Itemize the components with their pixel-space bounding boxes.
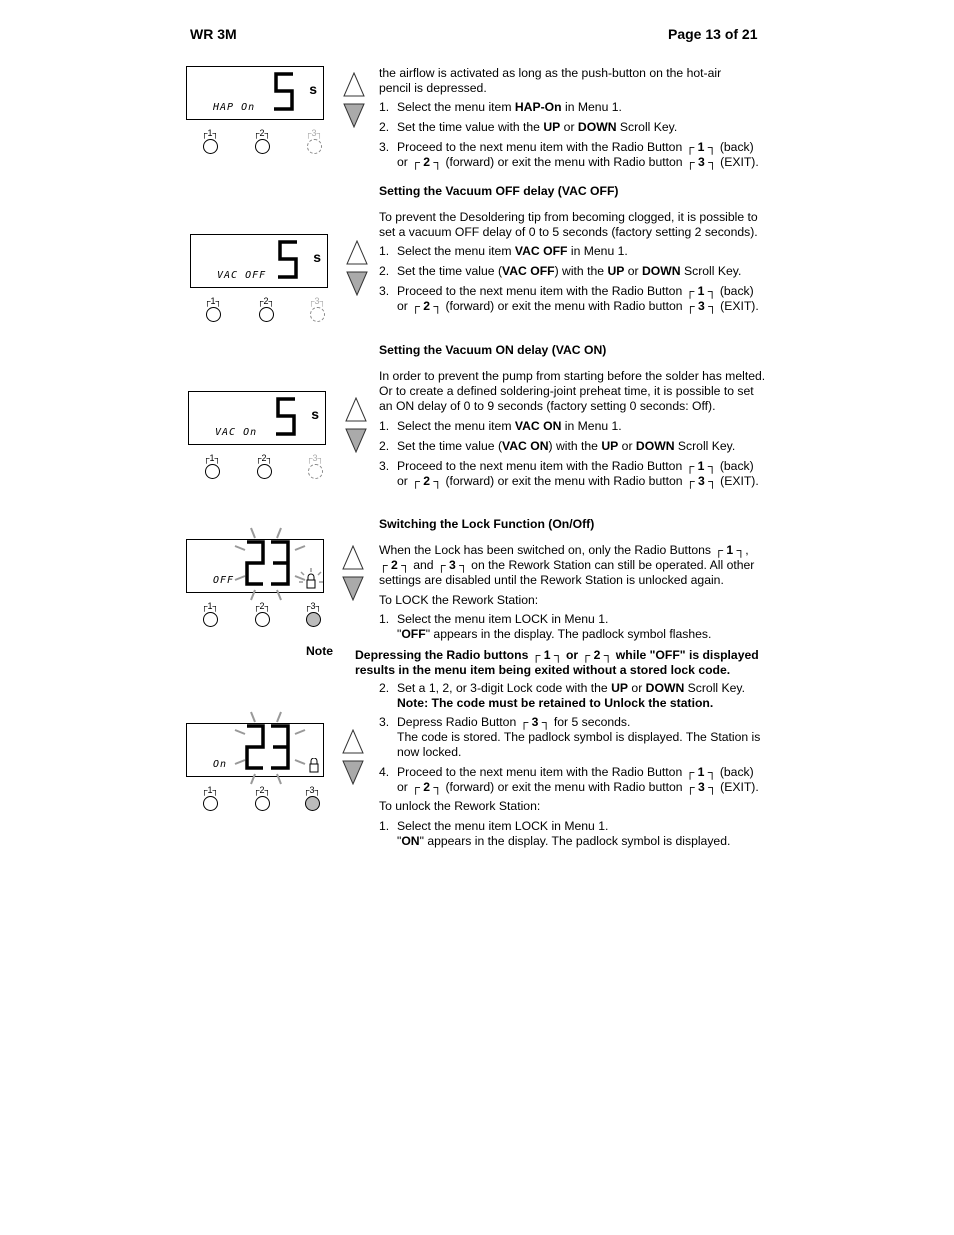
up-arrow-icon[interactable] [345, 397, 367, 423]
unit-label: s [309, 81, 317, 97]
lcd-display-lock-off [186, 539, 324, 593]
note-text: Depressing the Radio buttons ┌ 1 ┐ or ┌ 2 ┐ while "OFF" is displayed results in the menu item being exited without a stored lock code. [355, 648, 759, 677]
radio-button-2[interactable]: ┌2┐ [254, 296, 278, 322]
list-item: 4. Proceed to the next menu item with the Radio Button ┌ 1 ┐ (back) or ┌ 2 ┐ (forward) or exit the menu with Radio button ┌ 3 ┐ (EXIT). [379, 765, 759, 794]
radio-buttons-group [201, 296, 341, 326]
down-arrow-icon[interactable] [345, 427, 367, 453]
paragraph: In order to prevent the pump from starting before the solder has melted. Or to create a defined soldering-joint preheat time, it is possible to set an ON delay of 0 to 9 seconds (factory setting 0 seconds: Off). [379, 369, 766, 413]
section-heading: Setting the Vacuum OFF delay (VAC OFF) [379, 184, 619, 198]
lcd-display-vac-off [190, 234, 328, 288]
radio-buttons-group [200, 453, 340, 483]
list-item: 1. Select the menu item VAC OFF in Menu 1. [379, 244, 628, 258]
radio-button-2[interactable]: ┌2┐ [250, 128, 274, 154]
list-item: 3. Proceed to the next menu item with the Radio Button ┌ 1 ┐ (back) or ┌ 2 ┐ (forward) or exit the menu with Radio button ┌ 3 ┐ (EXIT). [379, 459, 759, 488]
lcd-menu-label: On [213, 759, 228, 770]
radio-button-1[interactable]: ┌1┐ [198, 128, 222, 154]
down-arrow-icon[interactable] [342, 759, 364, 785]
up-arrow-icon[interactable] [342, 729, 364, 755]
list-item: 1. Select the menu item LOCK in Menu 1. "OFF" appears in the display. The padlock symbol flashes. [379, 612, 712, 641]
paragraph: To prevent the Desoldering tip from becoming clogged, it is possible to set a vacuum OFF delay of 0 to 5 seconds (factory setting 2 seconds). [379, 210, 758, 239]
radio-button-2[interactable]: ┌2┐ [250, 785, 274, 811]
scroll-keys [346, 240, 368, 296]
list-item: 1. Select the menu item HAP-On in Menu 1. [379, 100, 622, 114]
paragraph: To LOCK the Rework Station: [379, 593, 539, 607]
lcd-menu-label: VAC OFF [217, 270, 267, 281]
lcd-menu-label: HAP On [213, 102, 256, 113]
scroll-keys [342, 729, 364, 785]
lcd-menu-label: VAC On [215, 427, 258, 438]
radio-button-1[interactable]: ┌1┐ [198, 601, 222, 627]
seven-seg-digit-5 [271, 71, 297, 113]
up-arrow-icon[interactable] [342, 545, 364, 571]
list-item: 1. Select the menu item LOCK in Menu 1. "ON" appears in the display. The padlock symbol is displayed. [379, 819, 731, 848]
list-item: 3. Depress Radio Button ┌ 3 ┐ for 5 seconds. The code is stored. The padlock symbol is displayed. The Station is now locked. [379, 715, 761, 759]
lock-section [379, 517, 769, 642]
unit-label: s [311, 406, 319, 422]
radio-button-1[interactable]: ┌1┐ [198, 785, 222, 811]
radio-button-3[interactable]: ┌3┐ [300, 785, 324, 811]
vac-on-section [379, 343, 769, 489]
radio-button-3[interactable]: ┌3┐ [301, 601, 325, 627]
list-item: 2. Set a 1, 2, or 3-digit Lock code with the UP or DOWN Scroll Key. Note: The code must be retained to Unlock the station. [379, 681, 745, 710]
radio-button-2[interactable]: ┌2┐ [252, 453, 276, 479]
scroll-keys [342, 545, 364, 601]
up-arrow-icon[interactable] [343, 72, 365, 98]
lcd-menu-label: OFF [213, 575, 235, 586]
flashing-digits-23 [227, 710, 317, 788]
section-heading: Setting the Vacuum ON delay (VAC ON) [379, 343, 607, 357]
lcd-display-lock-on [186, 723, 324, 777]
paragraph: When the Lock has been switched on, only the Radio Buttons ┌ 1 ┐, ┌ 2 ┐ and ┌ 3 ┐ on the Rework Station can still be operated. All other settings are disabled until the Rework Station is unlocked again. [379, 543, 755, 587]
padlock-flashing-icon [299, 568, 323, 592]
scroll-keys [343, 72, 365, 128]
radio-button-3[interactable]: ┌3┐ [302, 128, 326, 154]
radio-button-3[interactable]: ┌3┐ [305, 296, 329, 322]
flashing-digits-23 [227, 526, 317, 604]
paragraph: To unlock the Rework Station: [379, 799, 541, 813]
list-item: 3. Proceed to the next menu item with the Radio Button ┌ 1 ┐ (back) or ┌ 2 ┐ (forward) or exit the menu with Radio button ┌ 3 ┐ (EXIT). [379, 284, 759, 313]
padlock-icon [307, 758, 321, 774]
lcd-display-hap [186, 66, 324, 120]
down-arrow-icon[interactable] [346, 270, 368, 296]
down-arrow-icon[interactable] [342, 575, 364, 601]
radio-button-2[interactable]: ┌2┐ [250, 601, 274, 627]
radio-button-1[interactable]: ┌1┐ [201, 296, 225, 322]
doc-id: WR 3M [190, 26, 237, 42]
intro-line: the airflow is activated as long as the push-button on the hot-air [379, 66, 722, 80]
radio-button-3[interactable]: ┌3┐ [303, 453, 327, 479]
list-item: 1. Select the menu item VAC ON in Menu 1. [379, 419, 622, 433]
radio-buttons-group [198, 785, 338, 815]
up-arrow-icon[interactable] [346, 240, 368, 266]
radio-buttons-group [198, 128, 338, 158]
page-number: Page 13 of 21 [668, 26, 758, 42]
hap-section [379, 66, 769, 170]
lock-steps [379, 681, 769, 849]
list-item: 2. Set the time value (VAC OFF) with the UP or DOWN Scroll Key. [379, 264, 742, 278]
vac-off-section [379, 184, 769, 314]
list-item: 3. Proceed to the next menu item with the Radio Button ┌ 1 ┐ (back) or ┌ 2 ┐ (forward) or exit the menu with Radio button ┌ 3 ┐ (EXIT). [379, 140, 759, 169]
scroll-keys [345, 397, 367, 453]
seven-seg-digit-5 [273, 396, 299, 438]
list-item: 2. Set the time value with the UP or DOWN Scroll Key. [379, 120, 678, 134]
radio-buttons-group [198, 601, 338, 631]
unit-label: s [313, 249, 321, 265]
intro-line: pencil is depressed. [379, 81, 487, 95]
down-arrow-icon[interactable] [343, 102, 365, 128]
section-heading: Switching the Lock Function (On/Off) [379, 517, 595, 531]
seven-seg-digit-5 [275, 239, 301, 281]
radio-button-1[interactable]: ┌1┐ [200, 453, 224, 479]
list-item: 2. Set the time value (VAC ON) with the UP or DOWN Scroll Key. [379, 439, 736, 453]
lcd-display-vac-on [188, 391, 326, 445]
note-label: Note [306, 644, 334, 658]
